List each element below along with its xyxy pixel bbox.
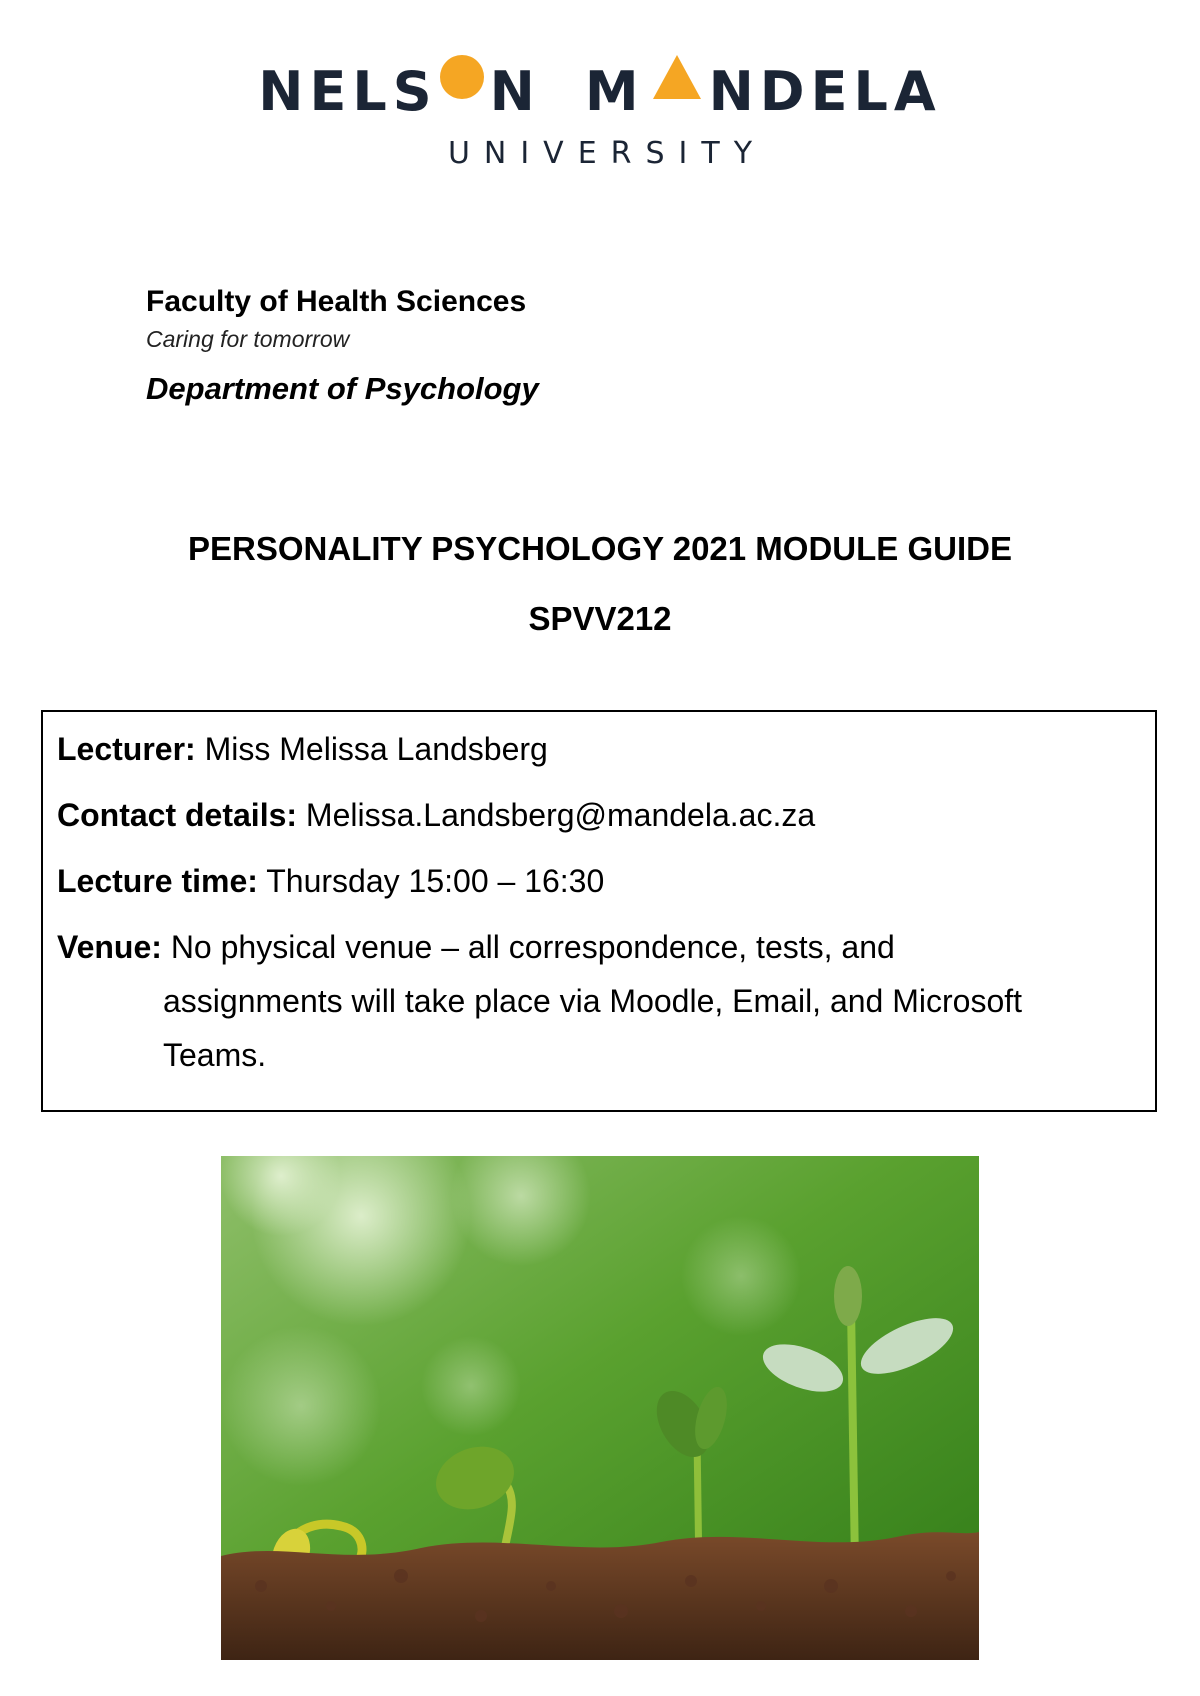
contact-email[interactable]: Melissa.Landsberg@mandela.ac.za bbox=[305, 797, 816, 833]
venue-line-1: No physical venue – all correspondence, tests, and bbox=[170, 929, 895, 965]
venue-line-3: Teams. bbox=[163, 1037, 267, 1073]
logo-text-m: M bbox=[584, 60, 645, 123]
venue-row bbox=[57, 920, 1141, 1082]
lecturer-label: Lecturer: bbox=[57, 731, 196, 767]
logo-text-nels: NELS bbox=[258, 60, 438, 123]
logo-wordmark bbox=[0, 60, 1200, 124]
logo-text-ndela: NDELA bbox=[708, 60, 942, 123]
contact-row bbox=[57, 788, 1141, 842]
lecturer-value: Miss Melissa Landsberg bbox=[204, 731, 548, 767]
lecturer-row bbox=[57, 722, 1141, 776]
lecture-time-value: Thursday 15:00 – 16:30 bbox=[266, 863, 605, 899]
department-name: Department of Psychology bbox=[146, 371, 539, 406]
module-code: SPVV212 bbox=[528, 600, 672, 637]
lecture-time-label: Lecture time: bbox=[57, 863, 258, 899]
faculty-block bbox=[146, 282, 539, 410]
venue-label: Venue: bbox=[57, 929, 162, 965]
faculty-name: Faculty of Health Sciences bbox=[146, 285, 527, 318]
lecture-time-row bbox=[57, 854, 1141, 908]
seedlings-photo bbox=[221, 1156, 979, 1660]
logo-sun-icon bbox=[440, 55, 484, 99]
logo-text-n: N bbox=[489, 60, 541, 123]
venue-line-2: assignments will take place via Moodle, Email, and Microsoft bbox=[163, 983, 1023, 1019]
logo-subtitle: UNIVERSITY bbox=[447, 136, 767, 171]
contact-label: Contact details: bbox=[57, 797, 298, 833]
university-logo bbox=[0, 60, 1200, 171]
faculty-tagline: Caring for tomorrow bbox=[146, 326, 350, 352]
document-title: PERSONALITY PSYCHOLOGY 2021 MODULE GUIDE bbox=[188, 530, 1012, 567]
logo-triangle-icon bbox=[653, 55, 701, 99]
module-info-box bbox=[41, 710, 1157, 1112]
